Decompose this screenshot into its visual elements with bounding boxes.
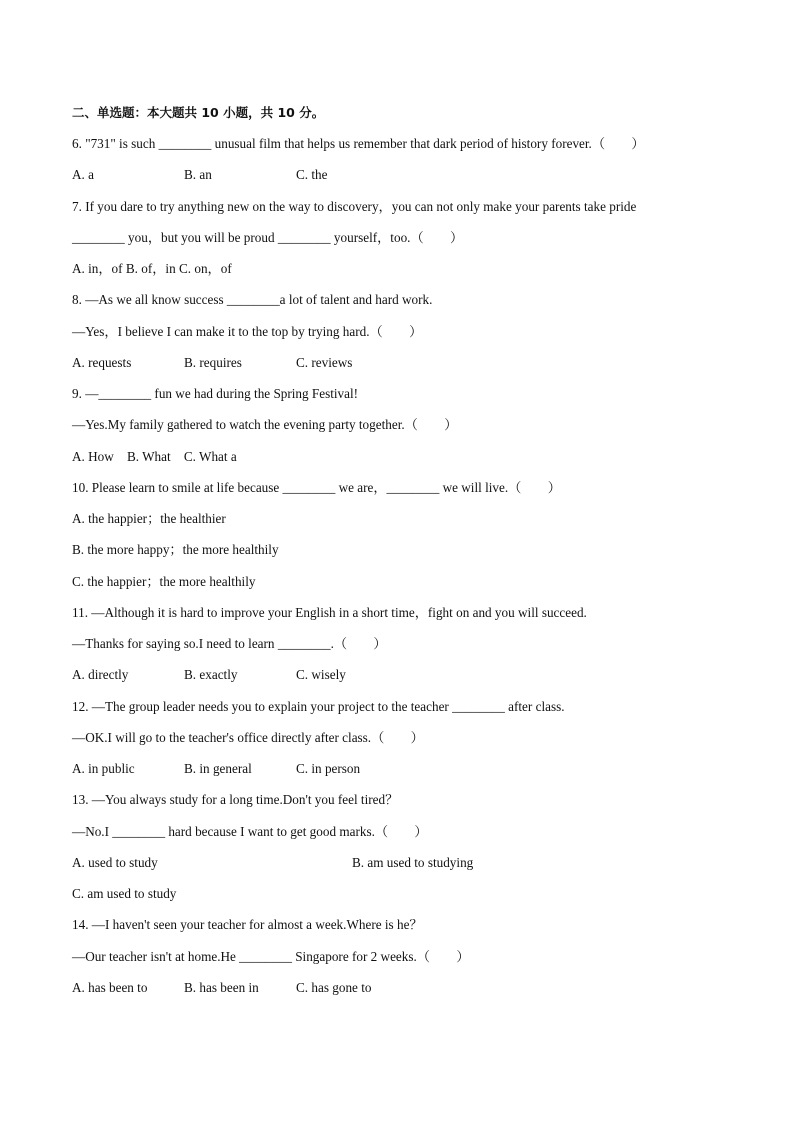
text-line: ________ you，but you will be proud ________ yourself，too.（ ） bbox=[72, 229, 464, 245]
answer-option: C. in person bbox=[296, 761, 361, 776]
text-line: —No.I ________ hard because I want to get good marks.（ ） bbox=[72, 823, 428, 839]
answer-option: B. requires bbox=[184, 354, 242, 370]
answer-option: C. the bbox=[296, 167, 328, 183]
answer-option: B. an bbox=[184, 167, 212, 183]
answer-option: A. directly bbox=[72, 667, 129, 683]
answer-option: C. has gone to bbox=[296, 979, 372, 995]
text-line: 13. —You always study for a long time.Don't you feel tired？ bbox=[72, 792, 399, 808]
answer-option: B. has been in bbox=[184, 979, 259, 995]
text-line: C. the happier；the more healthily bbox=[72, 573, 256, 589]
text-line: 7. If you dare to try anything new on the way to discovery，you can not only make your parents take pride bbox=[72, 198, 637, 214]
text-line: —Yes.My family gathered to watch the evening party together.（ ） bbox=[72, 417, 458, 433]
answer-option: A. has been to bbox=[72, 979, 148, 995]
answer-option: B. in general bbox=[184, 761, 252, 776]
text-line: 9. —________ fun we had during the Spring Festival! bbox=[72, 386, 359, 401]
text-line: A. in，of B. of，in C. on，of bbox=[72, 261, 232, 276]
text-line: —Thanks for saying so.I need to learn ________.（ ） bbox=[72, 636, 387, 651]
text-line: 10. Please learn to smile at life because ________ we are，________ we will live.（ ） bbox=[72, 479, 561, 495]
section-heading: 二、单选题：本大题共 10 小题，共 10 分。 bbox=[72, 105, 325, 120]
answer-option: C. wisely bbox=[296, 667, 346, 683]
text-line: —OK.I will go to the teacher's office directly after class.（ ） bbox=[72, 729, 424, 745]
text-line: 8. —As we all know success ________a lot of talent and hard work. bbox=[72, 292, 433, 308]
answer-option: B. am used to studying bbox=[352, 854, 474, 870]
answer-option: A. in public bbox=[72, 761, 135, 776]
text-line: B. the more happy；the more healthily bbox=[72, 542, 279, 558]
text-line: 6. "731" is such ________ unusual film that helps us remember that dark period of history forever.（ ） bbox=[72, 136, 645, 151]
answer-option: A. requests bbox=[72, 354, 132, 370]
text-line: 11. —Although it is hard to improve your English in a short time，fight on and you will succeed. bbox=[72, 604, 587, 620]
answer-option: A. used to study bbox=[72, 854, 158, 870]
answer-option: C. reviews bbox=[296, 354, 353, 370]
text-line: 14. —I haven't seen your teacher for almost a week.Where is he？ bbox=[72, 917, 423, 933]
text-line: C. am used to study bbox=[72, 886, 177, 901]
answer-option: B. exactly bbox=[184, 667, 238, 683]
text-line: A. the happier；the healthier bbox=[72, 511, 226, 526]
text-line: —Yes，I believe I can make it to the top by trying hard.（ ） bbox=[72, 323, 423, 339]
text-line: —Our teacher isn't at home.He ________ Singapore for 2 weeks.（ ） bbox=[72, 948, 470, 964]
text-line: 12. —The group leader needs you to explain your project to the teacher ________ after class. bbox=[72, 698, 565, 714]
answer-option: A. a bbox=[72, 167, 94, 183]
text-line: A. How B. What C. What a bbox=[72, 448, 237, 464]
